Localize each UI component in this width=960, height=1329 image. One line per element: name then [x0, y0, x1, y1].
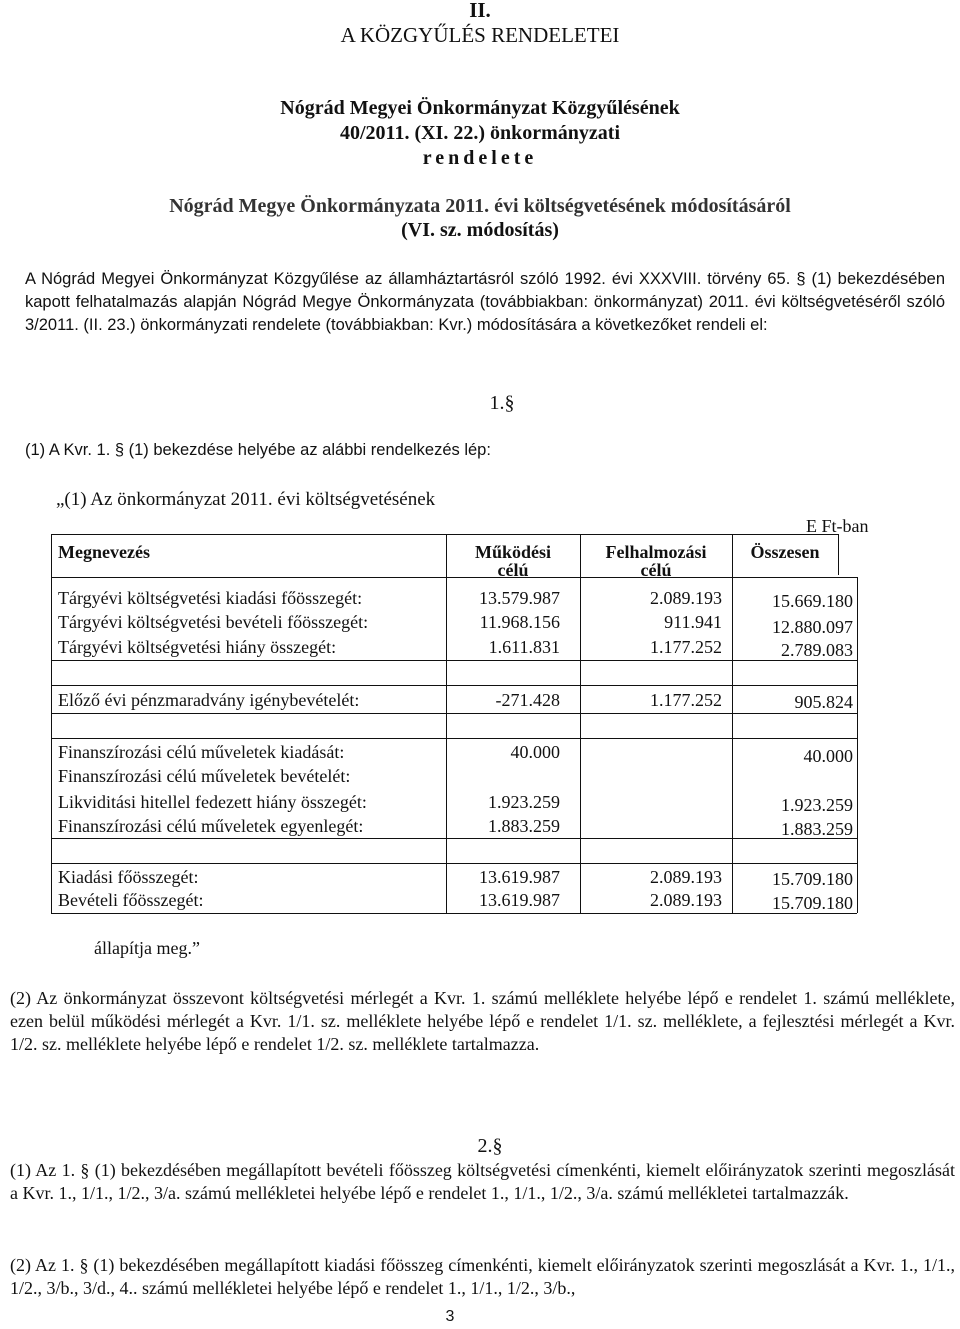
- row-9-total: 15.709.180: [772, 869, 853, 889]
- row-7-label: Likviditási hitellel fedezett hiány összegét:: [58, 792, 367, 812]
- table-group-line-3: [51, 738, 857, 739]
- row-10-capital: 2.089.193: [650, 890, 722, 910]
- row-10-operating: 13.619.987: [479, 890, 560, 910]
- table-border-top: [51, 534, 838, 535]
- row-5-label: Finanszírozási célú műveletek kiadását:: [58, 742, 345, 762]
- preamble-paragraph: A Nógrád Megyei Önkormányzat Közgyűlése az államháztartásról szóló 1992. évi XXXVIII. törvény 65. § (1) bekezdésében kapott felhatalmazás alapján Nógrád Megye Önkormányzata (továbbiakban: önkormányzat) 2011. évi költségvetéséről szóló 3/2011. (II. 23.) önkormányzati rendelete (továbbiakban: Kvr.) módosítására a következőket rendeli el:: [25, 270, 945, 334]
- decree-number: 40/2011. (XI. 22.) önkormányzati: [340, 122, 620, 144]
- table-group-line-4b: [51, 863, 857, 864]
- row-3-label: Tárgyévi költségvetési hiány összegét:: [58, 637, 337, 657]
- section-title: A KÖZGYŰLÉS RENDELETEI: [340, 23, 620, 47]
- row-5-total: 40.000: [803, 746, 853, 766]
- row-2-total: 12.880.097: [772, 617, 853, 637]
- row-1-operating: 13.579.987: [479, 588, 560, 608]
- header-operating-line-2: célú: [497, 560, 529, 580]
- row-2-capital: 911.941: [664, 612, 722, 632]
- decree-amendment: (VI. sz. módosítás): [401, 219, 559, 241]
- row-4-total: 905.824: [794, 692, 853, 712]
- row-1-label: Tárgyévi költségvetési kiadási főösszegét:: [58, 588, 363, 608]
- quote-intro: „(1) Az önkormányzat 2011. évi költségvetésének: [56, 489, 436, 510]
- table-border-right: [857, 577, 858, 913]
- row-4-operating: -271.428: [495, 690, 560, 710]
- section-2-title: 2.§: [477, 1135, 503, 1157]
- section-2-clause-1: (1) Az 1. § (1) bekezdésében megállapított bevételi főösszeg költségvetési címenkénti, kiemelt előirányzatok szerinti megoszlását a Kvr. 1., 1/1., 1/2., 3/a. számú mellékletei helyébe lépő e rendelet 1., 1/1., 1/2., 3/a. számú mellékletei tartalmazzák.: [10, 1160, 955, 1203]
- row-9-capital: 2.089.193: [650, 867, 722, 887]
- row-8-label: Finanszírozási célú műveletek egyenlegét:: [58, 816, 364, 836]
- row-1-total: 15.669.180: [772, 591, 853, 611]
- table-group-divider-1: [51, 660, 857, 661]
- header-capital-line-1: Felhalmozási: [605, 542, 707, 562]
- chapter-number: II.: [469, 0, 491, 22]
- row-4-capital: 1.177.252: [650, 690, 722, 710]
- decree-word: rendelete: [422, 147, 538, 169]
- row-7-operating: 1.923.259: [488, 792, 560, 812]
- row-7-total: 1.923.259: [781, 795, 853, 815]
- section-1-clause-2: (2) Az önkormányzat összevont költségvetési mérlegét a Kvr. 1. számú melléklete helyébe lépő e rendelet 1. számú melléklete, ezen belül működési mérlegét a Kvr. 1/1. sz. melléklete helyébe lépő e rendelet 1/1. sz. melléklete, a fejlesztési mérlegét a Kvr. 1/2. sz. melléklete helyébe lépő e rendelet 1/2. sz. melléklete tartalmazza.: [10, 988, 955, 1054]
- row-2-label: Tárgyévi költségvetési bevételi főösszegét:: [58, 612, 369, 632]
- row-3-capital: 1.177.252: [650, 637, 722, 657]
- row-9-operating: 13.619.987: [479, 867, 560, 887]
- page-number: 3: [445, 1308, 455, 1325]
- row-8-total: 1.883.259: [781, 819, 853, 839]
- table-border-bottom: [51, 913, 857, 914]
- row-4-label: Előző évi pénzmaradvány igénybevételét:: [58, 690, 360, 710]
- header-operating-line-1: Működési: [474, 542, 552, 562]
- row-1-capital: 2.089.193: [650, 588, 722, 608]
- header-capital-line-2: célú: [640, 560, 672, 580]
- section-2-clause-2: (2) Az 1. § (1) bekezdésében megállapított kiadási főösszeg címenkénti, kiemelt előirányzatok szerinti megoszlását a Kvr. 1., 1/1., 1/2., 3/b., 3/d., 4.. számú mellékletei helyébe lépő e rendelet 1., 1/1., 1/2., 3/b.,: [10, 1255, 955, 1298]
- row-5-operating: 40.000: [510, 742, 560, 762]
- row-3-total: 2.789.083: [781, 640, 853, 660]
- row-10-label: Bevételi főösszegét:: [58, 890, 204, 910]
- row-8-operating: 1.883.259: [488, 816, 560, 836]
- header-total: Összesen: [750, 542, 820, 562]
- table-group-line-2b: [51, 713, 857, 714]
- decree-issuer: Nógrád Megyei Önkormányzat Közgyűlésének: [280, 97, 680, 119]
- table-border-right-header: [838, 534, 839, 575]
- section-1-clause-1: (1) A Kvr. 1. § (1) bekezdése helyébe az alábbi rendelkezés lép:: [25, 441, 491, 459]
- table-group-line-2a: [51, 685, 857, 686]
- row-6-label: Finanszírozási célú műveletek bevételét:: [58, 766, 351, 786]
- unit-label: E Ft-ban: [806, 516, 869, 536]
- header-name: Megnevezés: [58, 542, 150, 562]
- row-10-total: 15.709.180: [772, 893, 853, 913]
- quote-closing: állapítja meg.”: [94, 938, 200, 958]
- section-1-title: 1.§: [489, 392, 515, 414]
- decree-subject: Nógrád Megye Önkormányzata 2011. évi költségvetésének módosításáról: [169, 195, 791, 217]
- row-2-operating: 11.968.156: [479, 612, 560, 632]
- row-3-operating: 1.611.831: [488, 637, 560, 657]
- row-9-label: Kiadási főösszegét:: [58, 867, 199, 887]
- table-border-left: [51, 534, 52, 913]
